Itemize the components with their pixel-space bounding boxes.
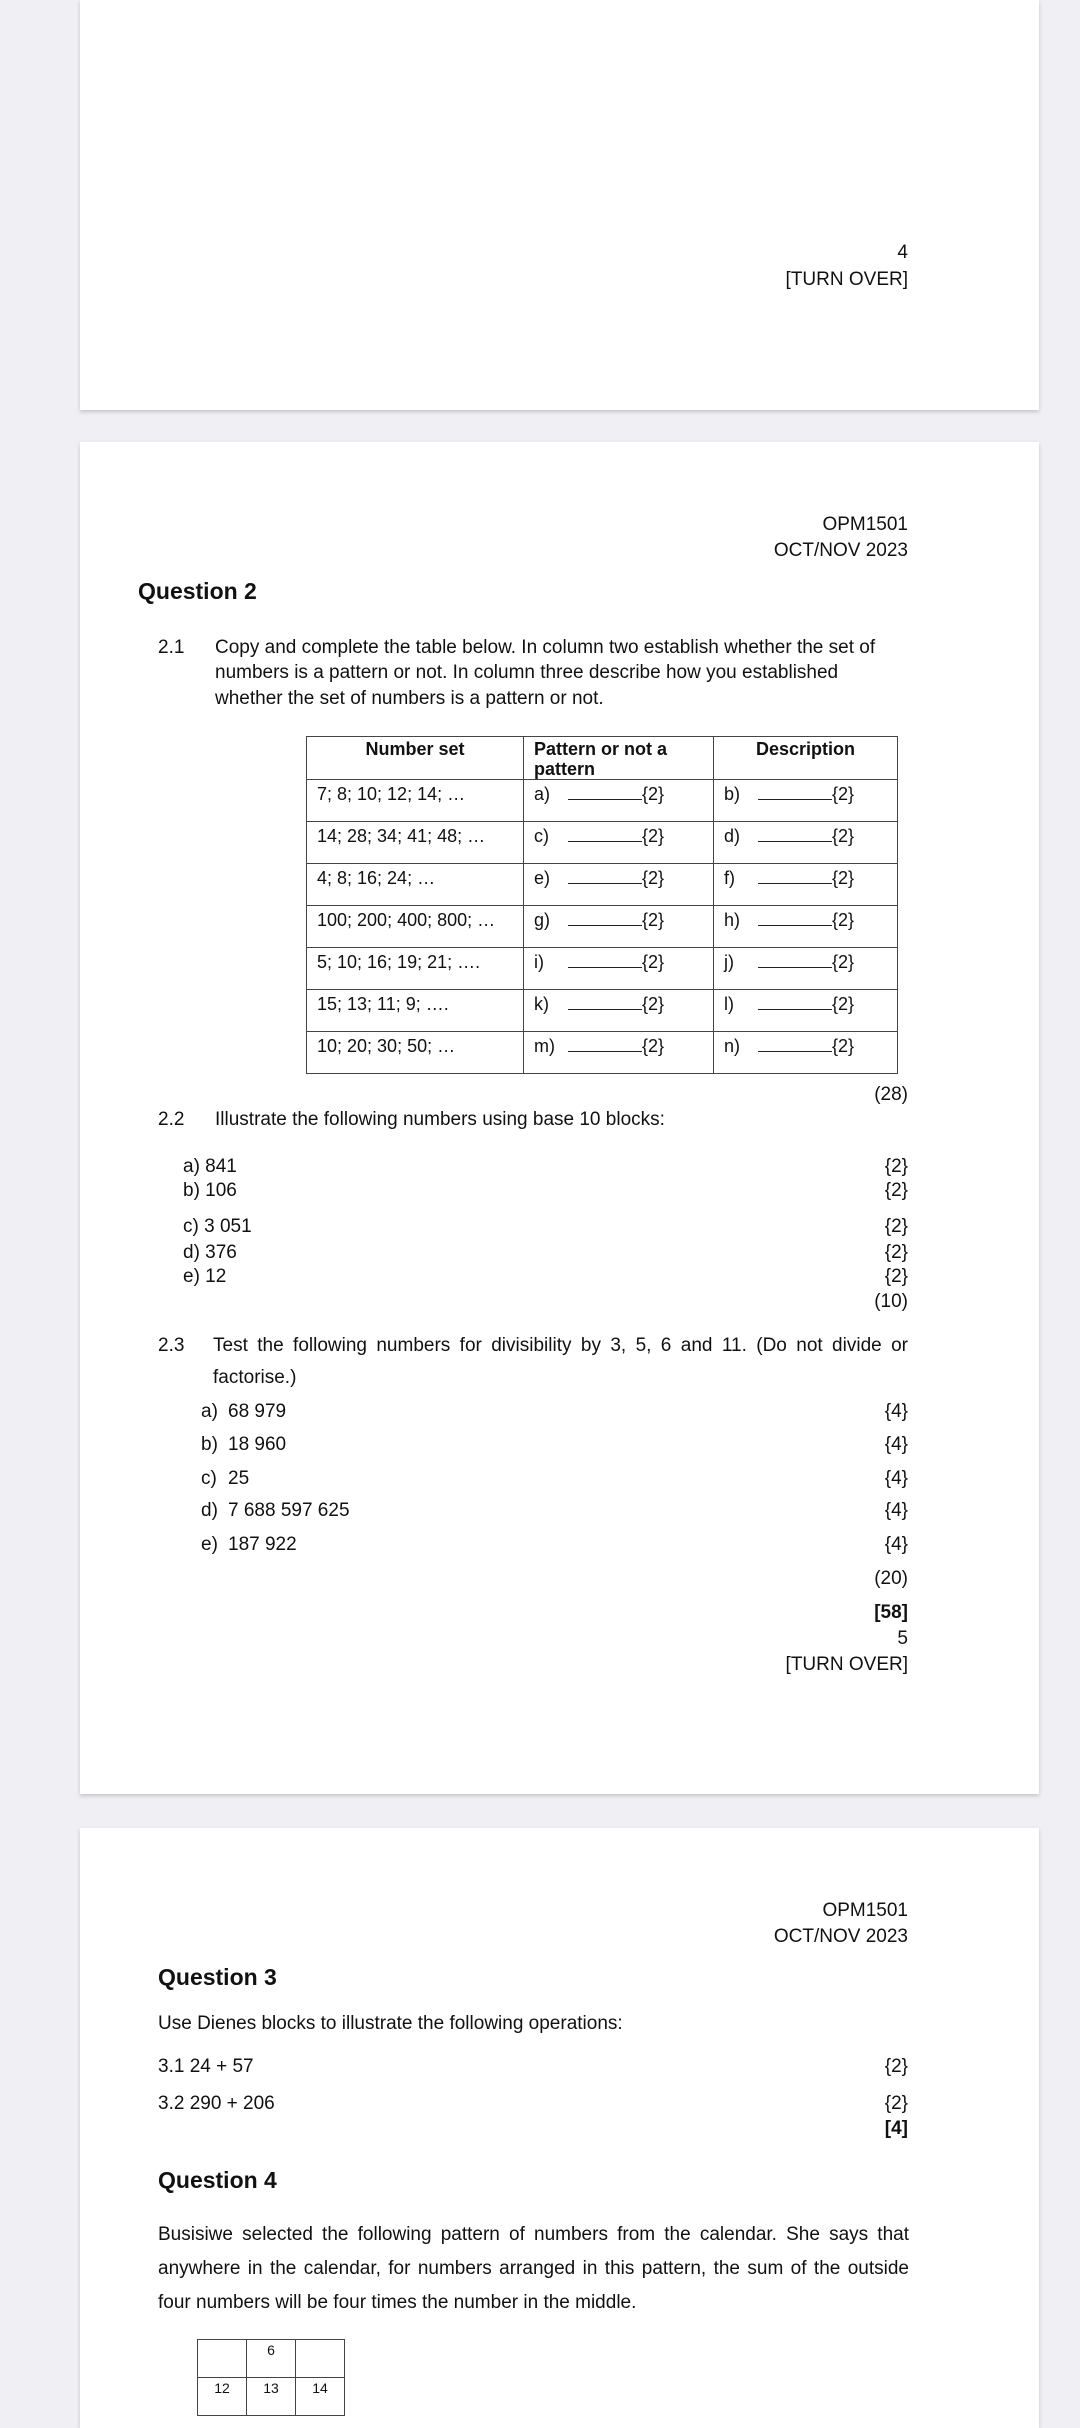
description-cell <box>714 1032 898 1074</box>
table-row <box>307 864 898 906</box>
q2-2-item: c) 3 051 <box>183 1216 252 1237</box>
number-set: 10; 20; 30; 50; … <box>307 1032 524 1074</box>
answer-blank <box>758 911 832 926</box>
mark: {2} <box>642 826 665 846</box>
q2-3-mark: {4} <box>884 1500 908 1521</box>
mark: {2} <box>832 826 855 846</box>
answer-letter: f) <box>724 868 735 888</box>
description-cell <box>714 990 898 1032</box>
table-row <box>307 990 898 1032</box>
calendar-cell: 13 <box>247 2378 296 2416</box>
answer-blank <box>758 995 832 1010</box>
answer-blank <box>568 953 642 968</box>
answer-letter: e) <box>534 868 551 888</box>
answer-blank <box>758 869 832 884</box>
q2-2-total: (10) <box>874 1291 908 1312</box>
answer-blank <box>568 827 642 842</box>
course-code: OPM1501 <box>822 1900 908 1921</box>
mark: {2} <box>642 784 665 804</box>
exam-session: OCT/NOV 2023 <box>773 1926 908 1947</box>
q4-text: Busisiwe selected the following pattern of numbers from the calendar. She says that <box>158 2224 909 2245</box>
q2-2-mark: {2} <box>884 1242 908 1263</box>
page-number: 4 <box>897 242 908 263</box>
q2-2-item: d) 376 <box>183 1242 237 1263</box>
mark: {2} <box>642 952 665 972</box>
mark: {2} <box>642 868 665 888</box>
mark: {2} <box>642 994 665 1014</box>
pattern-cell <box>524 990 714 1032</box>
number-set: 15; 13; 11; 9; …. <box>307 990 524 1032</box>
mark: {2} <box>832 994 855 1014</box>
answer-letter: n) <box>724 1036 741 1056</box>
q2-3-letter: b) <box>201 1434 218 1455</box>
description-cell <box>714 822 898 864</box>
q2-2-mark: {2} <box>884 1266 908 1287</box>
q2-3-letter: d) <box>201 1500 218 1521</box>
q2-3-total: (20) <box>874 1568 908 1589</box>
table-row <box>307 822 898 864</box>
pattern-table <box>306 736 898 1074</box>
turn-over: [TURN OVER] <box>785 269 908 290</box>
q2-3-mark: {4} <box>884 1534 908 1555</box>
q2-2-text: Illustrate the following numbers using base 10 blocks: <box>215 1109 665 1130</box>
description-cell <box>714 780 898 822</box>
header-description: Description <box>714 737 898 780</box>
q2-3-text: factorise.) <box>213 1367 297 1388</box>
table-row <box>307 1032 898 1074</box>
pattern-cell <box>524 822 714 864</box>
q2-3-letter: e) <box>201 1534 218 1555</box>
header-pattern: Pattern or not a pattern <box>524 737 714 780</box>
answer-letter: g) <box>534 910 551 930</box>
page-4 <box>80 0 1039 410</box>
q2-3-letter: a) <box>201 1401 218 1422</box>
header-number-set: Number set <box>307 737 524 780</box>
pattern-cell <box>524 864 714 906</box>
answer-letter: a) <box>534 784 551 804</box>
q2-3-value: 7 688 597 625 <box>228 1500 350 1521</box>
calendar-cell <box>296 2340 345 2378</box>
exam-session: OCT/NOV 2023 <box>773 540 908 561</box>
q3-text: Use Dienes blocks to illustrate the following operations: <box>158 2013 623 2034</box>
answer-blank <box>568 911 642 926</box>
question-3-title: Question 3 <box>158 1964 277 1990</box>
mark: {2} <box>832 910 855 930</box>
pattern-cell <box>524 948 714 990</box>
q2-3-number: 2.3 <box>158 1335 185 1356</box>
q2-3-value: 68 979 <box>228 1401 287 1422</box>
q2-3-value: 18 960 <box>228 1434 287 1455</box>
q4-text: four numbers will be four times the number in the middle. <box>158 2292 637 2313</box>
mark: {2} <box>642 910 665 930</box>
page-5 <box>80 442 1039 1794</box>
mark: {2} <box>832 1036 855 1056</box>
q2-1-text: Copy and complete the table below. In column two establish whether the set of <box>215 637 876 658</box>
q2-3-text: Test the following numbers for divisibility by 3, 5, 6 and 11. (Do not divide or <box>213 1335 908 1356</box>
question-2-title: Question 2 <box>138 578 257 604</box>
answer-blank <box>568 995 642 1010</box>
table-header <box>307 737 898 780</box>
calendar-cell <box>198 2340 247 2378</box>
description-cell <box>714 906 898 948</box>
q3-2: 3.2 290 + 206 <box>158 2093 275 2114</box>
answer-letter: l) <box>724 994 734 1014</box>
answer-letter: b) <box>724 784 741 804</box>
answer-letter: i) <box>534 952 544 972</box>
q2-2-item: e) 12 <box>183 1266 227 1287</box>
answer-blank <box>568 869 642 884</box>
answer-letter: h) <box>724 910 741 930</box>
q2-2-item: b) 106 <box>183 1180 237 1201</box>
description-cell <box>714 864 898 906</box>
description-cell <box>714 948 898 990</box>
question-4-title: Question 4 <box>158 2167 277 2193</box>
q2-2-number: 2.2 <box>158 1109 185 1130</box>
pattern-cell <box>524 1032 714 1074</box>
q2-3-mark: {4} <box>884 1401 908 1422</box>
q2-3-mark: {4} <box>884 1468 908 1489</box>
number-set: 5; 10; 16; 19; 21; …. <box>307 948 524 990</box>
table-row <box>307 780 898 822</box>
q2-2-mark: {2} <box>884 1180 908 1201</box>
answer-blank <box>568 785 642 800</box>
answer-letter: m) <box>534 1036 555 1056</box>
q2-1-total: (28) <box>874 1084 908 1105</box>
page-6 <box>80 1828 1039 2428</box>
mark: {2} <box>832 868 855 888</box>
q3-2-mark: {2} <box>884 2093 908 2114</box>
q3-1-mark: {2} <box>884 2056 908 2077</box>
mark: {2} <box>642 1036 665 1056</box>
mark: {2} <box>832 784 855 804</box>
q3-1: 3.1 24 + 57 <box>158 2056 254 2077</box>
answer-blank <box>758 785 832 800</box>
q2-3-value: 187 922 <box>228 1534 297 1555</box>
q2-3-letter: c) <box>201 1468 217 1489</box>
answer-blank <box>758 827 832 842</box>
table-row <box>307 948 898 990</box>
calendar-cell: 14 <box>296 2378 345 2416</box>
table-row <box>307 906 898 948</box>
answer-blank <box>758 953 832 968</box>
answer-blank <box>568 1037 642 1052</box>
answer-letter: k) <box>534 994 549 1014</box>
q2-3-mark: {4} <box>884 1434 908 1455</box>
number-set: 7; 8; 10; 12; 14; … <box>307 780 524 822</box>
question-3-total: [4] <box>884 2118 908 2139</box>
q2-2-item: a) 841 <box>183 1156 237 1177</box>
answer-blank <box>758 1037 832 1052</box>
turn-over: [TURN OVER] <box>785 1654 908 1675</box>
calendar-pattern <box>197 2339 345 2416</box>
page-number: 5 <box>897 1628 908 1649</box>
q2-1-text: numbers is a pattern or not. In column three describe how you established <box>215 662 839 683</box>
answer-letter: j) <box>724 952 734 972</box>
pattern-cell <box>524 906 714 948</box>
q2-1-number: 2.1 <box>158 637 185 658</box>
q2-3-value: 25 <box>228 1468 250 1489</box>
answer-letter: d) <box>724 826 741 846</box>
q2-2-mark: {2} <box>884 1156 908 1177</box>
course-code: OPM1501 <box>822 514 908 535</box>
number-set: 100; 200; 400; 800; … <box>307 906 524 948</box>
calendar-cell: 12 <box>198 2378 247 2416</box>
q2-2-mark: {2} <box>884 1216 908 1237</box>
pattern-cell <box>524 780 714 822</box>
question-2-total: [58] <box>874 1602 908 1623</box>
answer-letter: c) <box>534 826 549 846</box>
mark: {2} <box>832 952 855 972</box>
number-set: 4; 8; 16; 24; … <box>307 864 524 906</box>
q2-1-text: whether the set of numbers is a pattern or not. <box>215 688 604 709</box>
number-set: 14; 28; 34; 41; 48; … <box>307 822 524 864</box>
calendar-cell: 6 <box>247 2340 296 2378</box>
q4-text: anywhere in the calendar, for numbers arranged in this pattern, the sum of the outside <box>158 2258 909 2279</box>
